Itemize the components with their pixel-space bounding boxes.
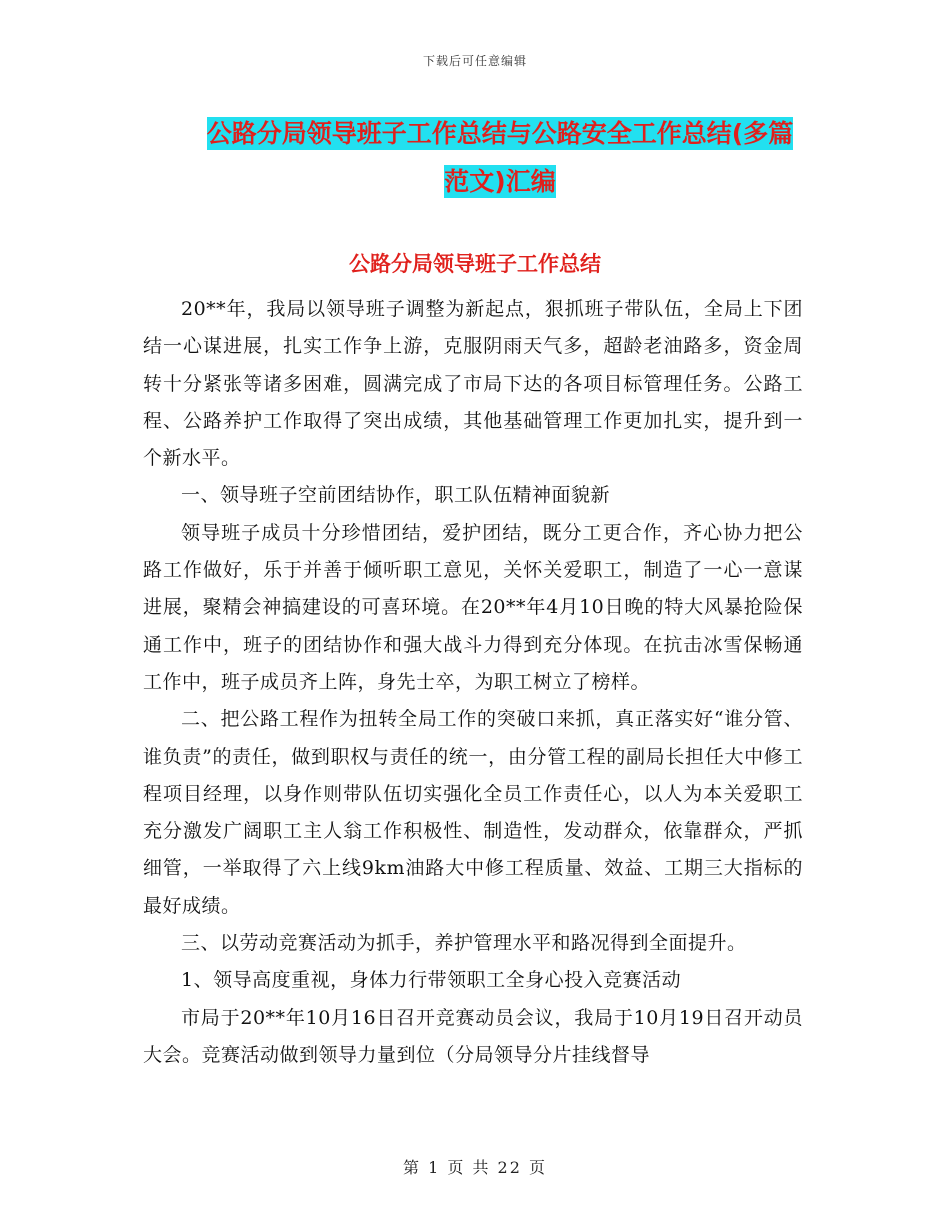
paragraph: 二、把公路工程作为扭转全局工作的突破口来抓，真正落实好“谁分管、谁负责”的责任，做到职权与责任的统一，由分管工程的副局长担任大中修工程项目经理，以身作则带队伍切实强化全员工作责任心，以人为本关爱职工充分激发广阔职工主人翁工作积极性、制造性，发动群众，依靠群众，严抓细管，一举取得了六上线9km油路大中修工程质量、效益、工期三大指标的最好成绩。 <box>143 708 803 917</box>
body-text <box>143 291 803 1074</box>
paragraph: 20**年，我局以领导班子调整为新起点，狠抓班子带队伍，全局上下团结一心谋进展，扎实工作争上游，克服阴雨天气多，超龄老油路多，资金周转十分紧张等诸多困难，圆满完成了市局下达的各项目标管理任务。公路工程、公路养护工作取得了突出成绩，其他基础管理工作更加扎实，提升到一个新水平。 <box>143 298 803 470</box>
section-title: 公路分局领导班子工作总结 <box>349 252 601 276</box>
paragraph: 三、以劳动竞赛活动为抓手，养护管理水平和路况得到全面提升。 <box>181 932 747 955</box>
paragraph: 领导班子成员十分珍惜团结，爱护团结，既分工更合作，齐心协力把公路工作做好，乐于并善于倾听职工意见，关怀关爱职工，制造了一心一意谋进展，聚精会神搞建设的可喜环境。在20**年4月10日晚的特大风暴抢险保通工作中，班子的团结协作和强大战斗力得到充分体现。在抗击冰雪保畅通工作中，班子成员齐上阵，身先士卒，为职工树立了榜样。 <box>143 521 803 693</box>
document-title-line-1: 公路分局领导班子工作总结与公路安全工作总结(多篇 <box>206 119 794 148</box>
header-note: 下载后可任意编辑 <box>422 54 527 68</box>
paragraph: 1、领导高度重视，身体力行带领职工全身心投入竞赛活动 <box>181 969 682 992</box>
page-footer: 第 1 页 共 22 页 <box>403 1158 547 1177</box>
paragraph: 市局于20**年10月16日召开竞赛动员会议，我局于10月19日召开动员大会。竞赛活动做到领导力量到位（分局领导分片挂线督导 <box>143 1006 803 1066</box>
document-title <box>150 110 850 206</box>
paragraph: 一、领导班子空前团结协作，职工队伍精神面貌新 <box>181 484 611 507</box>
document-title-line-2: 范文)汇编 <box>444 167 556 196</box>
